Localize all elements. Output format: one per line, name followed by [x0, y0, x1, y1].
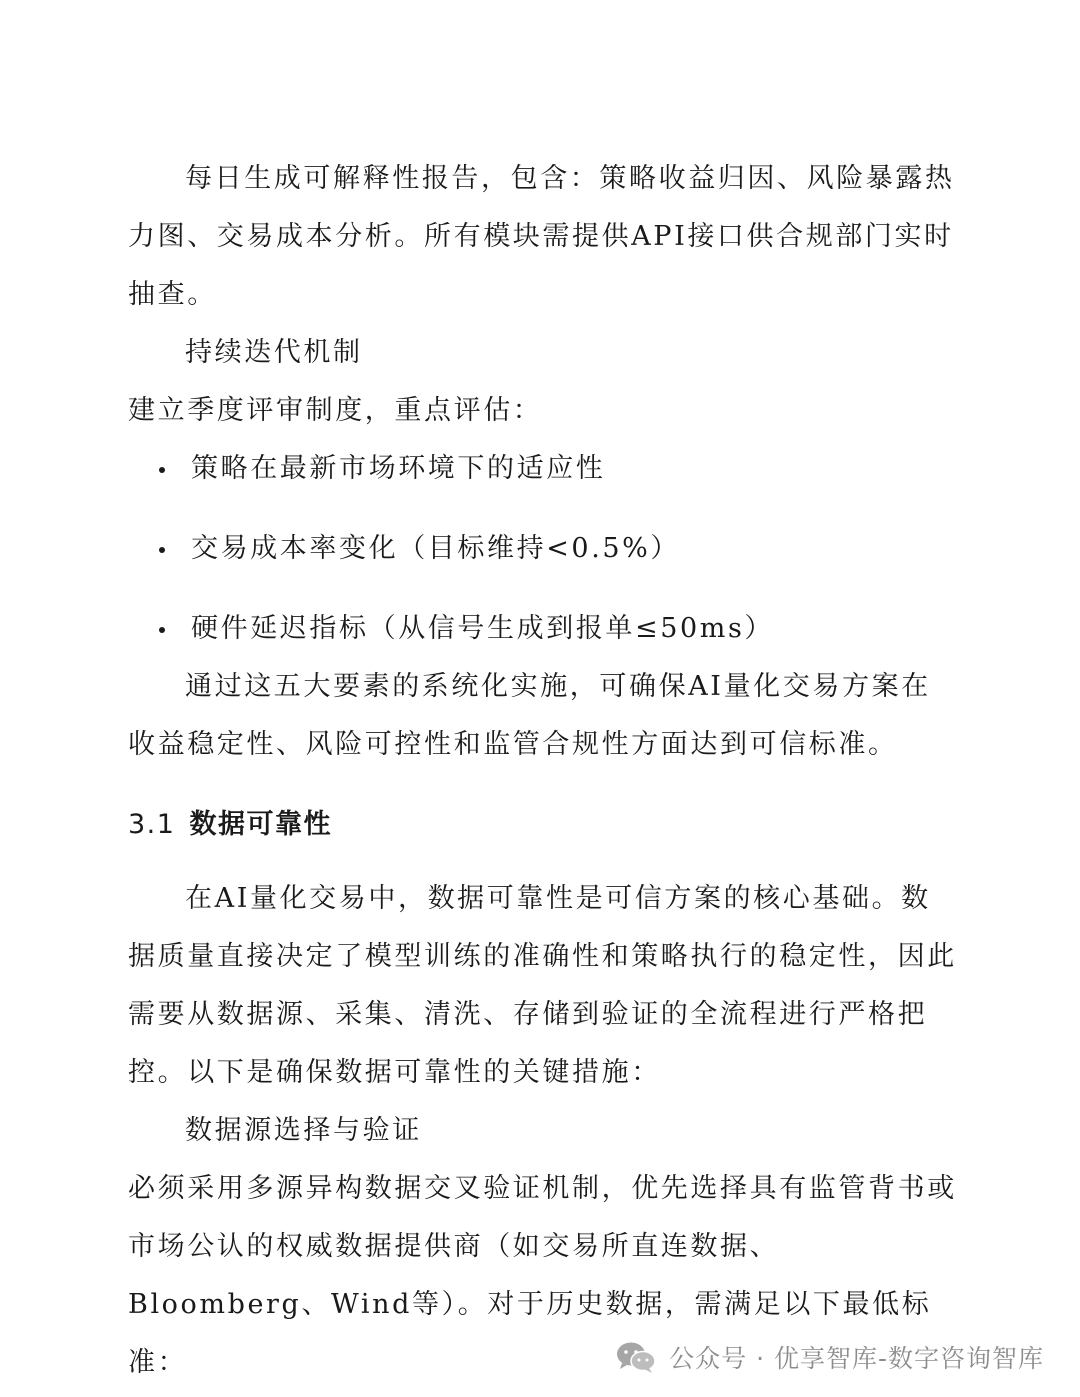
document-body [128, 150, 958, 1392]
bullet-icon [159, 547, 165, 553]
list-item [128, 520, 958, 578]
intro-paragraph: 每日生成可解释性报告，包含：策略收益归因、风险暴露热力图、交易成本分析。所有模块需提供API接口供合规部门实时抽查。 [128, 163, 955, 310]
bullet-icon [159, 467, 165, 473]
section-number: 3.1 [128, 809, 176, 840]
watermark-text: 公众号 · 优享智库-数字咨询智库 [669, 1344, 1044, 1373]
review-lead: 建立季度评审制度，重点评估： [128, 395, 543, 426]
subheading-datasource: 数据源选择与验证 [185, 1115, 422, 1146]
list-item [128, 600, 958, 658]
wechat-icon [615, 1340, 657, 1374]
subheading-iteration: 持续迭代机制 [185, 337, 363, 368]
list-item-text: 策略在最新市场环境下的适应性 [191, 453, 606, 484]
review-list [128, 440, 958, 658]
list-item-text: 交易成本率变化（目标维持<0.5%） [191, 533, 681, 564]
conclusion-paragraph: 通过这五大要素的系统化实施，可确保AI量化交易方案在收益稳定性、风险可控性和监管合规性方面达到可信标准。 [128, 671, 931, 760]
list-item-text: 硬件延迟指标（从信号生成到报单≤50ms） [191, 613, 775, 644]
section-title: 数据可靠性 [189, 809, 332, 840]
list-item [128, 440, 958, 498]
section-paragraph: 在AI量化交易中，数据可靠性是可信方案的核心基础。数据质量直接决定了模型训练的准确性和策略执行的稳定性，因此需要从数据源、采集、清洗、存储到验证的全流程进行严格把控。以下是确保数据可靠性的关键措施： [128, 883, 957, 1088]
datasource-paragraph: 必须采用多源异构数据交叉验证机制，优先选择具有监管背书或市场公认的权威数据提供商（如交易所直连数据、Bloomberg、Wind等）。对于历史数据，需满足以下最低标准： [128, 1173, 957, 1378]
section-heading [128, 796, 958, 854]
watermark [615, 1339, 1044, 1375]
bullet-icon [159, 627, 165, 633]
